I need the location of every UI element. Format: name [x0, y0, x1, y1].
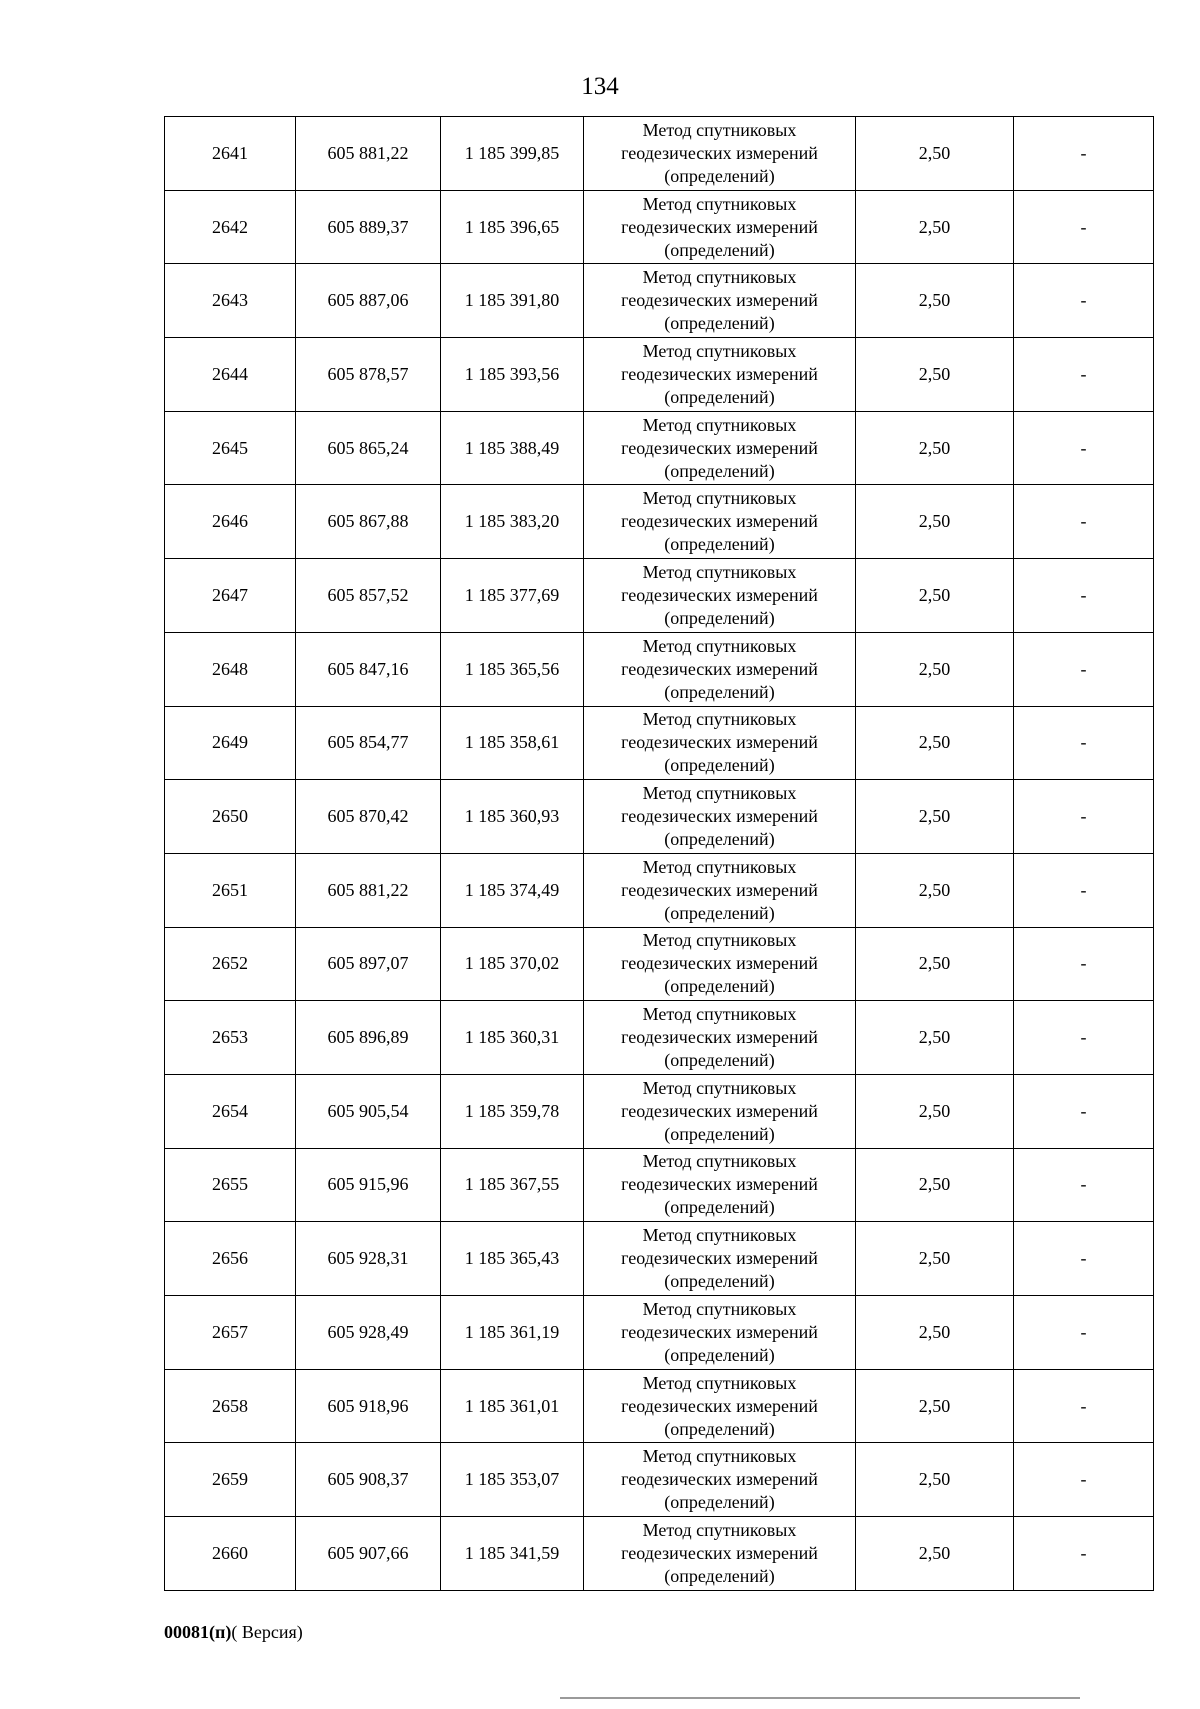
y-coordinate-cell: 1 185 360,93: [441, 780, 584, 854]
method-cell: [584, 190, 856, 264]
method-line: (определений): [664, 681, 775, 702]
method-line: (определений): [664, 460, 775, 481]
method-line: Метод спутниковых: [642, 193, 797, 214]
method-line: (определений): [664, 976, 775, 997]
table-row: [165, 853, 1154, 927]
point-number-cell: 2660: [165, 1517, 296, 1591]
point-number-cell: 2647: [165, 559, 296, 633]
method-line: Метод спутниковых: [642, 340, 797, 361]
note-cell: -: [1014, 117, 1154, 191]
accuracy-cell: 2,50: [856, 1001, 1014, 1075]
accuracy-cell: 2,50: [856, 1074, 1014, 1148]
method-line: геодезических измерений: [621, 1321, 818, 1342]
y-coordinate-cell: 1 185 396,65: [441, 190, 584, 264]
x-coordinate-cell: 605 857,52: [296, 559, 441, 633]
method-line: Метод спутниковых: [642, 119, 797, 140]
method-line: Метод спутниковых: [642, 488, 797, 509]
table-row: [165, 1148, 1154, 1222]
y-coordinate-cell: 1 185 341,59: [441, 1517, 584, 1591]
method-line: Метод спутниковых: [642, 1151, 797, 1172]
method-line: Метод спутниковых: [642, 1298, 797, 1319]
method-cell: [584, 927, 856, 1001]
y-coordinate-cell: 1 185 361,01: [441, 1369, 584, 1443]
method-cell: [584, 117, 856, 191]
x-coordinate-cell: 605 881,22: [296, 853, 441, 927]
accuracy-cell: 2,50: [856, 706, 1014, 780]
x-coordinate-cell: 605 887,06: [296, 264, 441, 338]
method-line: геодезических измерений: [621, 290, 818, 311]
method-line: Метод спутниковых: [642, 1004, 797, 1025]
y-coordinate-cell: 1 185 365,56: [441, 632, 584, 706]
y-coordinate-cell: 1 185 353,07: [441, 1443, 584, 1517]
accuracy-cell: 2,50: [856, 190, 1014, 264]
method-line: Метод спутниковых: [642, 709, 797, 730]
method-cell: [584, 1001, 856, 1075]
x-coordinate-cell: 605 847,16: [296, 632, 441, 706]
method-line: (определений): [664, 829, 775, 850]
method-cell: [584, 485, 856, 559]
method-line: (определений): [664, 313, 775, 334]
y-coordinate-cell: 1 185 360,31: [441, 1001, 584, 1075]
y-coordinate-cell: 1 185 359,78: [441, 1074, 584, 1148]
method-line: (определений): [664, 1271, 775, 1292]
table-row: [165, 1001, 1154, 1075]
table-row: [165, 485, 1154, 559]
method-line: геодезических измерений: [621, 1100, 818, 1121]
note-cell: -: [1014, 338, 1154, 412]
method-line: (определений): [664, 1050, 775, 1071]
x-coordinate-cell: 605 889,37: [296, 190, 441, 264]
y-coordinate-cell: 1 185 358,61: [441, 706, 584, 780]
accuracy-cell: 2,50: [856, 411, 1014, 485]
accuracy-cell: 2,50: [856, 117, 1014, 191]
point-number-cell: 2643: [165, 264, 296, 338]
accuracy-cell: 2,50: [856, 1296, 1014, 1370]
method-line: геодезических измерений: [621, 1469, 818, 1490]
method-line: геодезических измерений: [621, 511, 818, 532]
method-cell: [584, 1443, 856, 1517]
method-line: геодезических измерений: [621, 658, 818, 679]
method-line: Метод спутниковых: [642, 783, 797, 804]
y-coordinate-cell: 1 185 367,55: [441, 1148, 584, 1222]
accuracy-cell: 2,50: [856, 1222, 1014, 1296]
table-row: [165, 1074, 1154, 1148]
accuracy-cell: 2,50: [856, 264, 1014, 338]
table-row: [165, 632, 1154, 706]
table-row: [165, 706, 1154, 780]
table-row: [165, 1296, 1154, 1370]
table-row: [165, 780, 1154, 854]
method-line: геодезических измерений: [621, 584, 818, 605]
table-row: [165, 190, 1154, 264]
point-number-cell: 2656: [165, 1222, 296, 1296]
method-line: геодезических измерений: [621, 437, 818, 458]
accuracy-cell: 2,50: [856, 1443, 1014, 1517]
method-cell: [584, 706, 856, 780]
method-line: геодезических измерений: [621, 142, 818, 163]
y-coordinate-cell: 1 185 365,43: [441, 1222, 584, 1296]
y-coordinate-cell: 1 185 377,69: [441, 559, 584, 633]
table-row: [165, 1443, 1154, 1517]
note-cell: -: [1014, 1001, 1154, 1075]
note-cell: -: [1014, 927, 1154, 1001]
table-row: [165, 264, 1154, 338]
point-number-cell: 2649: [165, 706, 296, 780]
x-coordinate-cell: 605 867,88: [296, 485, 441, 559]
accuracy-cell: 2,50: [856, 559, 1014, 633]
y-coordinate-cell: 1 185 374,49: [441, 853, 584, 927]
method-line: Метод спутниковых: [642, 1225, 797, 1246]
method-cell: [584, 1517, 856, 1591]
x-coordinate-cell: 605 865,24: [296, 411, 441, 485]
x-coordinate-cell: 605 897,07: [296, 927, 441, 1001]
note-cell: -: [1014, 1296, 1154, 1370]
x-coordinate-cell: 605 854,77: [296, 706, 441, 780]
x-coordinate-cell: 605 905,54: [296, 1074, 441, 1148]
point-number-cell: 2655: [165, 1148, 296, 1222]
method-line: геодезических измерений: [621, 1248, 818, 1269]
method-line: (определений): [664, 239, 775, 260]
x-coordinate-cell: 605 878,57: [296, 338, 441, 412]
method-line: геодезических измерений: [621, 1395, 818, 1416]
note-cell: -: [1014, 1369, 1154, 1443]
x-coordinate-cell: 605 907,66: [296, 1517, 441, 1591]
table-row: [165, 1369, 1154, 1443]
accuracy-cell: 2,50: [856, 1517, 1014, 1591]
point-number-cell: 2659: [165, 1443, 296, 1517]
accuracy-cell: 2,50: [856, 632, 1014, 706]
x-coordinate-cell: 605 870,42: [296, 780, 441, 854]
method-line: геодезических измерений: [621, 363, 818, 384]
method-cell: [584, 1074, 856, 1148]
method-cell: [584, 1148, 856, 1222]
method-line: геодезических измерений: [621, 732, 818, 753]
method-line: (определений): [664, 1565, 775, 1586]
point-number-cell: 2646: [165, 485, 296, 559]
method-line: (определений): [664, 165, 775, 186]
method-line: Метод спутниковых: [642, 561, 797, 582]
y-coordinate-cell: 1 185 391,80: [441, 264, 584, 338]
x-coordinate-cell: 605 908,37: [296, 1443, 441, 1517]
method-line: (определений): [664, 1197, 775, 1218]
method-cell: [584, 632, 856, 706]
method-line: Метод спутниковых: [642, 856, 797, 877]
point-number-cell: 2644: [165, 338, 296, 412]
method-line: геодезических измерений: [621, 1542, 818, 1563]
point-number-cell: 2658: [165, 1369, 296, 1443]
method-line: (определений): [664, 1492, 775, 1513]
x-coordinate-cell: 605 918,96: [296, 1369, 441, 1443]
accuracy-cell: 2,50: [856, 1369, 1014, 1443]
point-number-cell: 2650: [165, 780, 296, 854]
coordinates-table-body: [165, 117, 1154, 1591]
x-coordinate-cell: 605 928,49: [296, 1296, 441, 1370]
scan-artifact-line: [560, 1697, 1080, 1699]
point-number-cell: 2652: [165, 927, 296, 1001]
method-line: (определений): [664, 902, 775, 923]
method-cell: [584, 1296, 856, 1370]
method-line: геодезических измерений: [621, 1174, 818, 1195]
method-line: Метод спутниковых: [642, 1519, 797, 1540]
y-coordinate-cell: 1 185 383,20: [441, 485, 584, 559]
method-line: Метод спутниковых: [642, 267, 797, 288]
method-line: (определений): [664, 1344, 775, 1365]
method-cell: [584, 853, 856, 927]
method-cell: [584, 338, 856, 412]
note-cell: -: [1014, 411, 1154, 485]
accuracy-cell: 2,50: [856, 1148, 1014, 1222]
y-coordinate-cell: 1 185 370,02: [441, 927, 584, 1001]
method-line: геодезических измерений: [621, 806, 818, 827]
method-line: (определений): [664, 1123, 775, 1144]
note-cell: -: [1014, 1148, 1154, 1222]
method-line: (определений): [664, 534, 775, 555]
note-cell: -: [1014, 1074, 1154, 1148]
document-footer: [164, 1620, 303, 1644]
point-number-cell: 2641: [165, 117, 296, 191]
x-coordinate-cell: 605 915,96: [296, 1148, 441, 1222]
point-number-cell: 2651: [165, 853, 296, 927]
note-cell: -: [1014, 1222, 1154, 1296]
y-coordinate-cell: 1 185 393,56: [441, 338, 584, 412]
method-line: геодезических измерений: [621, 953, 818, 974]
method-cell: [584, 411, 856, 485]
method-line: геодезических измерений: [621, 879, 818, 900]
accuracy-cell: 2,50: [856, 485, 1014, 559]
method-line: (определений): [664, 607, 775, 628]
table-row: [165, 338, 1154, 412]
form-code: 00081(п): [164, 1622, 232, 1642]
point-number-cell: 2653: [165, 1001, 296, 1075]
method-line: Метод спутниковых: [642, 930, 797, 951]
method-line: геодезических измерений: [621, 216, 818, 237]
accuracy-cell: 2,50: [856, 338, 1014, 412]
table-row: [165, 411, 1154, 485]
point-number-cell: 2645: [165, 411, 296, 485]
accuracy-cell: 2,50: [856, 780, 1014, 854]
note-cell: -: [1014, 559, 1154, 633]
x-coordinate-cell: 605 928,31: [296, 1222, 441, 1296]
accuracy-cell: 2,50: [856, 853, 1014, 927]
point-number-cell: 2654: [165, 1074, 296, 1148]
y-coordinate-cell: 1 185 399,85: [441, 117, 584, 191]
method-line: (определений): [664, 755, 775, 776]
coordinates-table: [164, 116, 1154, 1591]
table-row: [165, 1517, 1154, 1591]
table-row: [165, 117, 1154, 191]
method-line: Метод спутниковых: [642, 1372, 797, 1393]
table-row: [165, 1222, 1154, 1296]
method-line: Метод спутниковых: [642, 1446, 797, 1467]
form-version: ( Версия): [231, 1622, 303, 1642]
point-number-cell: 2642: [165, 190, 296, 264]
note-cell: -: [1014, 264, 1154, 338]
note-cell: -: [1014, 780, 1154, 854]
note-cell: -: [1014, 1443, 1154, 1517]
point-number-cell: 2648: [165, 632, 296, 706]
x-coordinate-cell: 605 881,22: [296, 117, 441, 191]
method-line: Метод спутниковых: [642, 1077, 797, 1098]
accuracy-cell: 2,50: [856, 927, 1014, 1001]
method-cell: [584, 1369, 856, 1443]
method-line: (определений): [664, 1418, 775, 1439]
page-number: 134: [581, 73, 619, 100]
x-coordinate-cell: 605 896,89: [296, 1001, 441, 1075]
method-line: геодезических измерений: [621, 1027, 818, 1048]
note-cell: -: [1014, 853, 1154, 927]
note-cell: -: [1014, 190, 1154, 264]
point-number-cell: 2657: [165, 1296, 296, 1370]
method-line: Метод спутниковых: [642, 414, 797, 435]
note-cell: -: [1014, 632, 1154, 706]
method-line: Метод спутниковых: [642, 635, 797, 656]
note-cell: -: [1014, 1517, 1154, 1591]
y-coordinate-cell: 1 185 388,49: [441, 411, 584, 485]
method-cell: [584, 264, 856, 338]
method-line: (определений): [664, 386, 775, 407]
y-coordinate-cell: 1 185 361,19: [441, 1296, 584, 1370]
table-row: [165, 927, 1154, 1001]
method-cell: [584, 1222, 856, 1296]
note-cell: -: [1014, 485, 1154, 559]
method-cell: [584, 780, 856, 854]
note-cell: -: [1014, 706, 1154, 780]
method-cell: [584, 559, 856, 633]
table-row: [165, 559, 1154, 633]
